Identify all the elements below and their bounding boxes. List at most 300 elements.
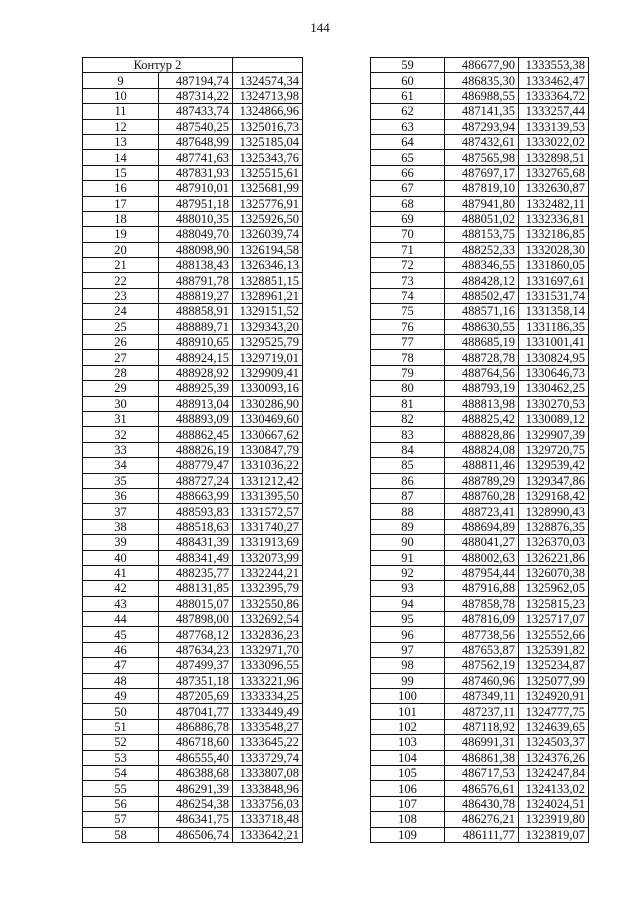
point-number: 42 [83, 581, 159, 596]
point-number: 86 [371, 473, 445, 488]
y-coordinate: 1331186,35 [519, 319, 589, 334]
y-coordinate: 1329151,52 [233, 304, 303, 319]
table-row [371, 504, 589, 519]
point-number: 16 [83, 181, 159, 196]
point-number: 92 [371, 565, 445, 580]
point-number: 63 [371, 119, 445, 134]
contour-caption: Контур 2 [83, 58, 233, 73]
y-coordinate: 1325717,07 [519, 612, 589, 627]
y-coordinate: 1324713,98 [233, 88, 303, 103]
x-coordinate: 486276,21 [445, 812, 519, 827]
x-coordinate: 488138,43 [159, 258, 233, 273]
y-coordinate: 1331001,41 [519, 335, 589, 350]
y-coordinate: 1325391,82 [519, 642, 589, 657]
x-coordinate: 486991,31 [445, 735, 519, 750]
y-coordinate: 1329343,20 [233, 319, 303, 334]
table-row [83, 812, 303, 827]
table-row [371, 488, 589, 503]
x-coordinate: 487141,35 [445, 104, 519, 119]
x-coordinate: 488760,28 [445, 488, 519, 503]
table-row [83, 273, 303, 288]
x-coordinate: 487741,63 [159, 150, 233, 165]
y-coordinate: 1324024,51 [519, 796, 589, 811]
x-coordinate: 488913,04 [159, 396, 233, 411]
table-row [371, 519, 589, 534]
point-number: 85 [371, 458, 445, 473]
table-row [83, 211, 303, 226]
y-coordinate: 1324920,91 [519, 689, 589, 704]
point-number: 28 [83, 365, 159, 380]
table-row [83, 796, 303, 811]
x-coordinate: 488051,02 [445, 211, 519, 226]
y-coordinate: 1326194,58 [233, 242, 303, 257]
x-coordinate: 487562,19 [445, 658, 519, 673]
y-coordinate: 1330462,25 [519, 381, 589, 396]
y-coordinate: 1333449,49 [233, 704, 303, 719]
y-coordinate: 1325962,05 [519, 581, 589, 596]
point-number: 84 [371, 442, 445, 457]
y-coordinate: 1331212,42 [233, 473, 303, 488]
table-row [83, 227, 303, 242]
x-coordinate: 487565,98 [445, 150, 519, 165]
table-row [371, 719, 589, 734]
table-row [371, 550, 589, 565]
y-coordinate: 1325815,23 [519, 596, 589, 611]
x-coordinate: 487653,87 [445, 642, 519, 657]
point-number: 101 [371, 704, 445, 719]
x-coordinate: 487697,17 [445, 165, 519, 180]
x-coordinate: 486430,78 [445, 796, 519, 811]
point-number: 41 [83, 565, 159, 580]
point-number: 108 [371, 812, 445, 827]
point-number: 29 [83, 381, 159, 396]
point-number: 43 [83, 596, 159, 611]
y-coordinate: 1326039,74 [233, 227, 303, 242]
table-row [371, 673, 589, 688]
table-row [83, 335, 303, 350]
y-coordinate: 1329719,01 [233, 350, 303, 365]
point-number: 25 [83, 319, 159, 334]
table-row [371, 765, 589, 780]
point-number: 48 [83, 673, 159, 688]
x-coordinate: 487831,93 [159, 165, 233, 180]
table-row [371, 627, 589, 642]
x-coordinate: 488828,86 [445, 427, 519, 442]
point-number: 32 [83, 427, 159, 442]
point-number: 51 [83, 719, 159, 734]
table-row [371, 58, 589, 73]
point-number: 59 [371, 58, 445, 73]
table-row [83, 458, 303, 473]
point-number: 76 [371, 319, 445, 334]
y-coordinate: 1328990,43 [519, 504, 589, 519]
table-row [371, 396, 589, 411]
table-row [83, 581, 303, 596]
x-coordinate: 487898,00 [159, 612, 233, 627]
table-row [83, 381, 303, 396]
table-row [371, 242, 589, 257]
table-row [83, 288, 303, 303]
y-coordinate: 1331531,74 [519, 288, 589, 303]
table-row [83, 519, 303, 534]
point-number: 26 [83, 335, 159, 350]
point-number: 13 [83, 134, 159, 149]
y-coordinate: 1324574,34 [233, 73, 303, 88]
point-number: 90 [371, 535, 445, 550]
x-coordinate: 486254,38 [159, 796, 233, 811]
point-number: 72 [371, 258, 445, 273]
table-row [371, 196, 589, 211]
point-number: 68 [371, 196, 445, 211]
y-coordinate: 1332692,54 [233, 612, 303, 627]
x-coordinate: 486988,55 [445, 88, 519, 103]
point-number: 98 [371, 658, 445, 673]
y-coordinate: 1332395,79 [233, 581, 303, 596]
table-row [371, 211, 589, 226]
x-coordinate: 488685,19 [445, 335, 519, 350]
y-coordinate: 1325681,99 [233, 181, 303, 196]
x-coordinate: 488824,08 [445, 442, 519, 457]
x-coordinate: 488779,47 [159, 458, 233, 473]
point-number: 64 [371, 134, 445, 149]
table-row [371, 119, 589, 134]
point-number: 20 [83, 242, 159, 257]
table-row [83, 396, 303, 411]
point-number: 55 [83, 781, 159, 796]
y-coordinate: 1326221,86 [519, 550, 589, 565]
x-coordinate: 488694,89 [445, 519, 519, 534]
table-row [83, 427, 303, 442]
y-coordinate: 1330824,95 [519, 350, 589, 365]
table-row [371, 73, 589, 88]
table-row [83, 411, 303, 426]
y-coordinate: 1326346,13 [233, 258, 303, 273]
point-number: 18 [83, 211, 159, 226]
x-coordinate: 486576,61 [445, 781, 519, 796]
table-row [371, 288, 589, 303]
point-number: 88 [371, 504, 445, 519]
x-coordinate: 487648,99 [159, 134, 233, 149]
table-row [371, 535, 589, 550]
x-coordinate: 486555,40 [159, 750, 233, 765]
x-coordinate: 487293,94 [445, 119, 519, 134]
table-row [83, 596, 303, 611]
table-row [83, 165, 303, 180]
y-coordinate: 1333645,22 [233, 735, 303, 750]
y-coordinate: 1332550,86 [233, 596, 303, 611]
y-coordinate: 1332482,11 [519, 196, 589, 211]
table-row [371, 442, 589, 457]
y-coordinate: 1324247,84 [519, 765, 589, 780]
point-number: 45 [83, 627, 159, 642]
point-number: 38 [83, 519, 159, 534]
x-coordinate: 487941,80 [445, 196, 519, 211]
x-coordinate: 488791,78 [159, 273, 233, 288]
point-number: 39 [83, 535, 159, 550]
x-coordinate: 488793,19 [445, 381, 519, 396]
x-coordinate: 488813,98 [445, 396, 519, 411]
point-number: 49 [83, 689, 159, 704]
table-row [83, 719, 303, 734]
x-coordinate: 488049,70 [159, 227, 233, 242]
x-coordinate: 486291,39 [159, 781, 233, 796]
point-number: 17 [83, 196, 159, 211]
y-coordinate: 1326370,03 [519, 535, 589, 550]
x-coordinate: 488924,15 [159, 350, 233, 365]
point-number: 73 [371, 273, 445, 288]
point-number: 77 [371, 335, 445, 350]
table-row [83, 242, 303, 257]
x-coordinate: 488630,55 [445, 319, 519, 334]
x-coordinate: 486886,78 [159, 719, 233, 734]
x-coordinate: 486861,38 [445, 750, 519, 765]
point-number: 46 [83, 642, 159, 657]
x-coordinate: 488571,16 [445, 304, 519, 319]
table-row [371, 827, 589, 842]
y-coordinate: 1325515,61 [233, 165, 303, 180]
x-coordinate: 488518,63 [159, 519, 233, 534]
coordinates-table-left [82, 57, 303, 843]
point-number: 21 [83, 258, 159, 273]
table-row [371, 181, 589, 196]
table-row [83, 658, 303, 673]
point-number: 106 [371, 781, 445, 796]
y-coordinate: 1325343,76 [233, 150, 303, 165]
point-number: 104 [371, 750, 445, 765]
x-coordinate: 488015,07 [159, 596, 233, 611]
y-coordinate: 1331860,05 [519, 258, 589, 273]
y-coordinate: 1332765,68 [519, 165, 589, 180]
point-number: 87 [371, 488, 445, 503]
x-coordinate: 488235,77 [159, 565, 233, 580]
x-coordinate: 488010,35 [159, 211, 233, 226]
table-row [371, 350, 589, 365]
x-coordinate: 488593,83 [159, 504, 233, 519]
point-number: 37 [83, 504, 159, 519]
caption-empty-cell [233, 58, 303, 73]
y-coordinate: 1324133,02 [519, 781, 589, 796]
x-coordinate: 487951,18 [159, 196, 233, 211]
y-coordinate: 1323819,07 [519, 827, 589, 842]
table-row [83, 642, 303, 657]
y-coordinate: 1330270,53 [519, 396, 589, 411]
table-row [371, 704, 589, 719]
point-number: 19 [83, 227, 159, 242]
y-coordinate: 1330093,16 [233, 381, 303, 396]
point-number: 11 [83, 104, 159, 119]
point-number: 33 [83, 442, 159, 457]
y-coordinate: 1325234,87 [519, 658, 589, 673]
x-coordinate: 488928,92 [159, 365, 233, 380]
y-coordinate: 1325776,91 [233, 196, 303, 211]
x-coordinate: 486111,77 [445, 827, 519, 842]
table-row [371, 689, 589, 704]
x-coordinate: 486717,53 [445, 765, 519, 780]
table-row [371, 735, 589, 750]
point-number: 14 [83, 150, 159, 165]
point-number: 22 [83, 273, 159, 288]
y-coordinate: 1331395,50 [233, 488, 303, 503]
point-number: 79 [371, 365, 445, 380]
x-coordinate: 488041,27 [445, 535, 519, 550]
y-coordinate: 1330667,62 [233, 427, 303, 442]
table-row [83, 365, 303, 380]
table-row [371, 812, 589, 827]
y-coordinate: 1330469,60 [233, 411, 303, 426]
x-coordinate: 488431,39 [159, 535, 233, 550]
point-number: 9 [83, 73, 159, 88]
table-row [371, 612, 589, 627]
y-coordinate: 1333718,48 [233, 812, 303, 827]
table-row [83, 488, 303, 503]
point-number: 75 [371, 304, 445, 319]
x-coordinate: 488728,78 [445, 350, 519, 365]
x-coordinate: 488862,45 [159, 427, 233, 442]
x-coordinate: 488925,39 [159, 381, 233, 396]
point-number: 40 [83, 550, 159, 565]
y-coordinate: 1329347,86 [519, 473, 589, 488]
point-number: 97 [371, 642, 445, 657]
point-number: 102 [371, 719, 445, 734]
y-coordinate: 1330286,90 [233, 396, 303, 411]
y-coordinate: 1325552,66 [519, 627, 589, 642]
table-row [83, 827, 303, 842]
point-number: 34 [83, 458, 159, 473]
x-coordinate: 487819,10 [445, 181, 519, 196]
y-coordinate: 1331913,69 [233, 535, 303, 550]
table-row [83, 319, 303, 334]
point-number: 70 [371, 227, 445, 242]
table-row [83, 735, 303, 750]
x-coordinate: 487738,56 [445, 627, 519, 642]
y-coordinate: 1325926,50 [233, 211, 303, 226]
page-number: 144 [310, 20, 330, 35]
y-coordinate: 1333022,02 [519, 134, 589, 149]
y-coordinate: 1329168,42 [519, 488, 589, 503]
table-row [371, 150, 589, 165]
y-coordinate: 1331358,14 [519, 304, 589, 319]
table-row [371, 88, 589, 103]
y-coordinate: 1333139,53 [519, 119, 589, 134]
table-row [371, 273, 589, 288]
point-number: 83 [371, 427, 445, 442]
y-coordinate: 1332336,81 [519, 211, 589, 226]
x-coordinate: 488893,09 [159, 411, 233, 426]
y-coordinate: 1329720,75 [519, 442, 589, 457]
point-number: 89 [371, 519, 445, 534]
table-row [83, 473, 303, 488]
y-coordinate: 1332186,85 [519, 227, 589, 242]
table-row [371, 781, 589, 796]
x-coordinate: 488819,27 [159, 288, 233, 303]
table-row [371, 458, 589, 473]
y-coordinate: 1326070,38 [519, 565, 589, 580]
x-coordinate: 488502,47 [445, 288, 519, 303]
x-coordinate: 487634,23 [159, 642, 233, 657]
point-number: 69 [371, 211, 445, 226]
y-coordinate: 1331572,57 [233, 504, 303, 519]
y-coordinate: 1333334,25 [233, 689, 303, 704]
x-coordinate: 487910,01 [159, 181, 233, 196]
table-row [83, 150, 303, 165]
x-coordinate: 487540,25 [159, 119, 233, 134]
x-coordinate: 487041,77 [159, 704, 233, 719]
y-coordinate: 1333756,03 [233, 796, 303, 811]
x-coordinate: 487237,11 [445, 704, 519, 719]
table-row [83, 304, 303, 319]
point-number: 99 [371, 673, 445, 688]
point-number: 100 [371, 689, 445, 704]
y-coordinate: 1333257,44 [519, 104, 589, 119]
y-coordinate: 1332971,70 [233, 642, 303, 657]
table-row [371, 304, 589, 319]
x-coordinate: 488764,56 [445, 365, 519, 380]
point-number: 44 [83, 612, 159, 627]
point-number: 65 [371, 150, 445, 165]
point-number: 36 [83, 488, 159, 503]
y-coordinate: 1332073,99 [233, 550, 303, 565]
point-number: 58 [83, 827, 159, 842]
x-coordinate: 488341,49 [159, 550, 233, 565]
y-coordinate: 1330646,73 [519, 365, 589, 380]
table-row [371, 227, 589, 242]
y-coordinate: 1333807,08 [233, 765, 303, 780]
table-row [83, 781, 303, 796]
y-coordinate: 1331740,27 [233, 519, 303, 534]
point-number: 81 [371, 396, 445, 411]
table-row [83, 258, 303, 273]
point-number: 10 [83, 88, 159, 103]
table-row [371, 335, 589, 350]
y-coordinate: 1332898,51 [519, 150, 589, 165]
y-coordinate: 1331697,61 [519, 273, 589, 288]
table-row [371, 411, 589, 426]
table-row [371, 165, 589, 180]
table-row [371, 750, 589, 765]
y-coordinate: 1333553,38 [519, 58, 589, 73]
point-number: 47 [83, 658, 159, 673]
table-row [371, 104, 589, 119]
x-coordinate: 487351,18 [159, 673, 233, 688]
coordinates-table-right [370, 57, 589, 843]
point-number: 66 [371, 165, 445, 180]
x-coordinate: 488153,75 [445, 227, 519, 242]
x-coordinate: 487460,96 [445, 673, 519, 688]
point-number: 15 [83, 165, 159, 180]
point-number: 12 [83, 119, 159, 134]
y-coordinate: 1333848,96 [233, 781, 303, 796]
y-coordinate: 1333462,47 [519, 73, 589, 88]
x-coordinate: 488910,65 [159, 335, 233, 350]
x-coordinate: 487858,78 [445, 596, 519, 611]
table-row [371, 565, 589, 580]
y-coordinate: 1329907,39 [519, 427, 589, 442]
y-coordinate: 1329525,79 [233, 335, 303, 350]
x-coordinate: 487205,69 [159, 689, 233, 704]
point-number: 94 [371, 596, 445, 611]
point-number: 60 [371, 73, 445, 88]
point-number: 71 [371, 242, 445, 257]
table-row [83, 442, 303, 457]
table-row [83, 350, 303, 365]
x-coordinate: 488428,12 [445, 273, 519, 288]
table-row [83, 535, 303, 550]
point-number: 61 [371, 88, 445, 103]
point-number: 50 [83, 704, 159, 719]
table-row [83, 88, 303, 103]
table-row [83, 565, 303, 580]
table-row [83, 504, 303, 519]
